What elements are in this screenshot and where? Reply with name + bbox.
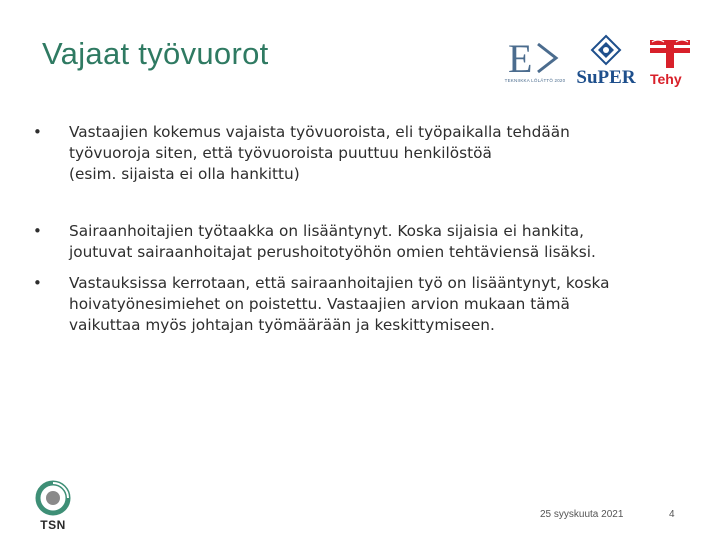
- super-logo-text: SuPER: [576, 67, 636, 88]
- bullet-item: [33, 221, 673, 263]
- bullet-line: työvuoroja siten, että työvuoroista puuttuu henkilöstöä: [69, 144, 492, 162]
- svg-text:E: E: [508, 36, 533, 78]
- page-number: 4: [669, 509, 675, 520]
- slide-title: Vajaat työvuorot: [42, 36, 269, 71]
- bullet-list: [33, 122, 673, 336]
- bullet-line: vaikuttaa myös johtajan työmäärään ja keskittymiseen.: [69, 316, 495, 334]
- tehy-logo-text: Tehy: [650, 71, 682, 87]
- bullet-marker: •: [33, 123, 42, 141]
- tsn-emblem-icon: [32, 480, 74, 518]
- bullet-line: (esim. sijaista ei olla hankittu): [69, 165, 300, 183]
- bullet-line: Sairaanhoitajien työtaakka on lisääntynyt. Koska sijaisia ei hankita,: [69, 222, 584, 240]
- bullet-line: joutuvat sairaanhoitajat perushoitotyöhön omien tehtäviensä lisäksi.: [69, 243, 596, 261]
- tehy-emblem-icon: [644, 34, 696, 70]
- tehy-logo: [644, 34, 696, 90]
- bullet-marker: •: [33, 222, 42, 240]
- super-logo: [576, 34, 636, 90]
- bullet-item: [33, 122, 673, 185]
- super-emblem-icon: [576, 34, 636, 68]
- tsn-logo: [32, 480, 78, 534]
- footer-date: 25 syyskuuta 2021: [540, 509, 624, 520]
- partner-logos: [494, 34, 694, 92]
- bullet-marker: •: [33, 274, 42, 292]
- bullet-line: Vastauksissa kerrotaan, että sairaanhoitajien työ on lisääntynyt, koska: [69, 274, 610, 292]
- tekniikka-logo-mark: [494, 34, 574, 78]
- tsn-logo-text: TSN: [40, 518, 66, 532]
- bullet-line: hoivatyönesimiehet on poistettu. Vastaajien arvion mukaan tämä: [69, 295, 570, 313]
- tekniikka-logo-subtext: TEKNIIKKA LÖLÄTTÖ 2020: [504, 78, 566, 83]
- tekniikka-logo: [494, 34, 574, 90]
- bullet-line: Vastaajien kokemus vajaista työvuoroista, eli työpaikalla tehdään: [69, 123, 570, 141]
- bullet-item: [33, 273, 673, 336]
